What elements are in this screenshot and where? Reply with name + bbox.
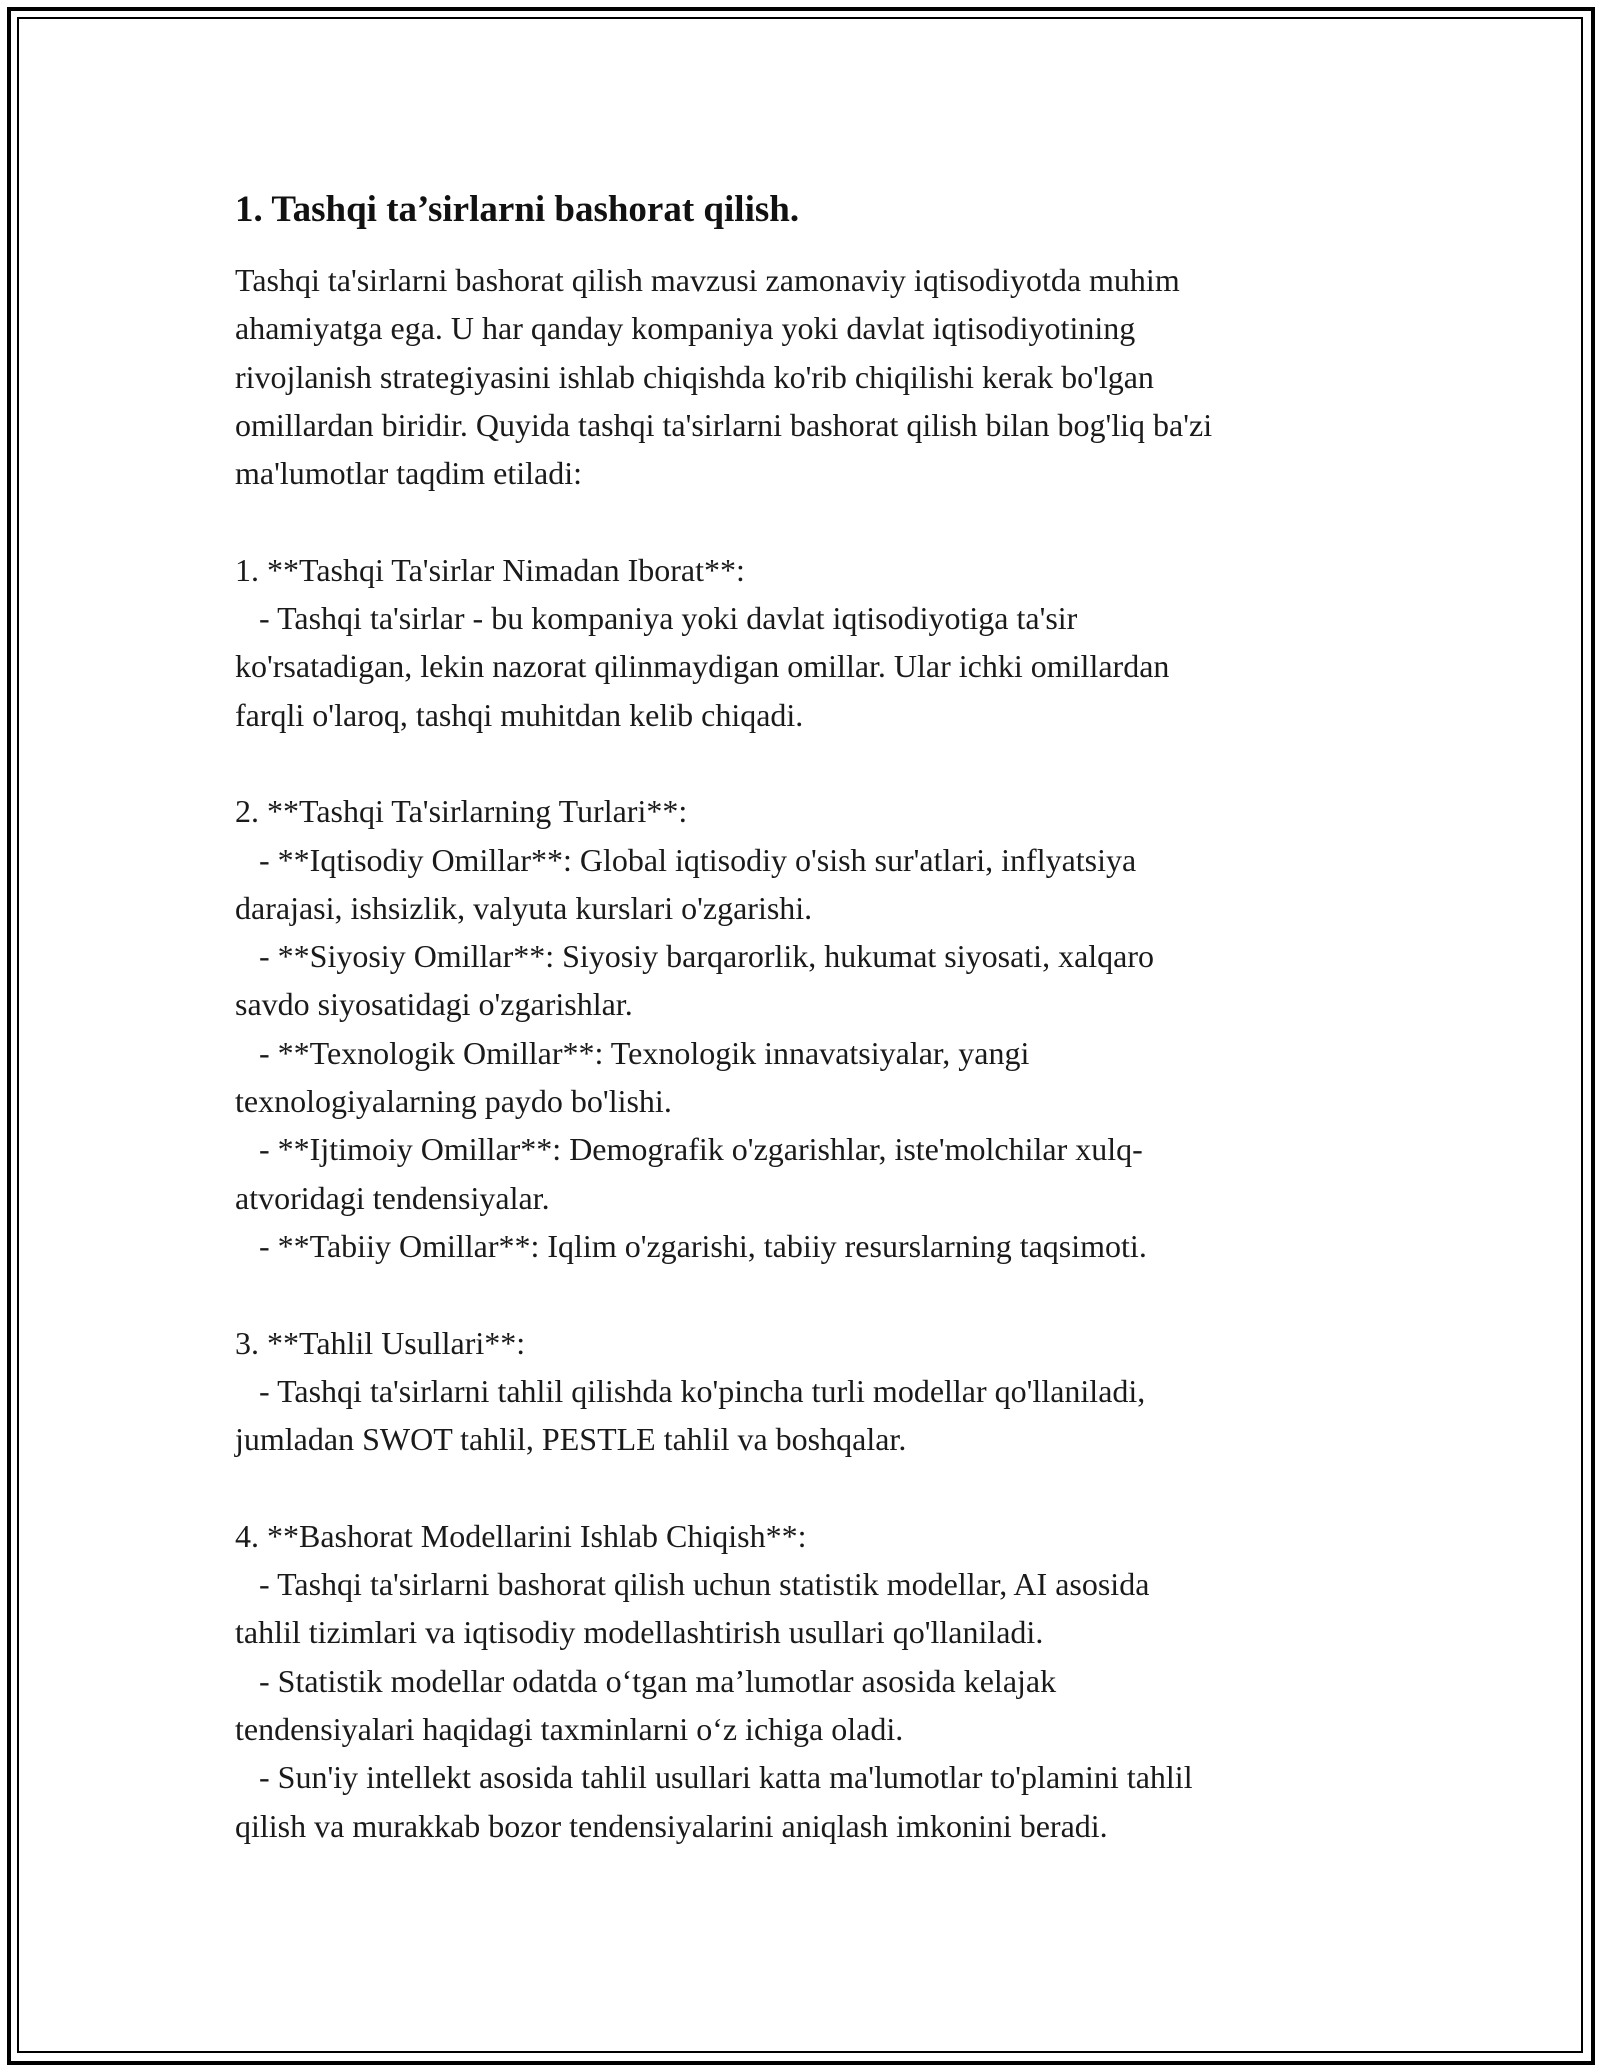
text-line: - **Iqtisodiy Omillar**: Global iqtisodiy o'sish sur'atlari, inflyatsiya — [235, 841, 1137, 878]
text-line: 4. **Bashorat Modellarini Ishlab Chiqish**: — [235, 1517, 807, 1554]
text-line: atvoridagi tendensiyalar. — [235, 1179, 550, 1216]
text-line: - Statistik modellar odatda o‘tgan ma’lumotlar asosida kelajak — [235, 1662, 1057, 1699]
document-title: 1. Tashqi ta’sirlarni bashorat qilish. — [235, 189, 800, 230]
text-line: Tashqi ta'sirlarni bashorat qilish mavzusi zamonaviy iqtisodiyotda muhim — [235, 262, 1180, 298]
blank-line — [235, 1463, 1375, 1511]
text-line: tendensiyalari haqidagi taxminlarni o‘z ichiga oladi. — [235, 1710, 904, 1747]
document-body — [235, 186, 1375, 1850]
text-line: - Tashqi ta'sirlarni bashorat qilish uchun statistik modellar, AI asosida — [235, 1566, 1150, 1603]
text-line: rivojlanish strategiyasini ishlab chiqishda ko'rib chiqilishi kerak bo'lgan — [235, 358, 1154, 395]
text-line: - Tashqi ta'sirlar - bu kompaniya yoki davlat iqtisodiyotiga ta'sir — [235, 600, 1078, 637]
text-line: ahamiyatga ega. U har qanday kompaniya yoki davlat iqtisodiyotining — [235, 310, 1136, 347]
text-line: 2. **Tashqi Ta'sirlarning Turlari**: — [235, 793, 688, 830]
text-line: ko'rsatadigan, lekin nazorat qilinmaydigan omillar. Ular ichki omillardan — [235, 648, 1170, 685]
text-line: jumladan SWOT tahlil, PESTLE tahlil va boshqalar. — [235, 1421, 907, 1458]
text-line: savdo siyosatidagi o'zgarishlar. — [235, 986, 633, 1023]
text-line: omillardan biridir. Quyida tashqi ta'sirlarni bashorat qilish bilan bog'liq ba'zi — [235, 406, 1213, 443]
text-line: - **Siyosiy Omillar**: Siyosiy barqarorlik, hukumat siyosati, xalqaro — [235, 938, 1155, 975]
text-line: - **Texnologik Omillar**: Texnologik innavatsiyalar, yangi — [235, 1034, 1030, 1071]
document-text — [235, 256, 1375, 1850]
text-line: - Sun'iy intellekt asosida tahlil usullari katta ma'lumotlar to'plamini tahlil — [235, 1759, 1193, 1796]
text-line: qilish va murakkab bozor tendensiyalarini aniqlash imkonini beradi. — [235, 1807, 1108, 1844]
blank-line — [235, 739, 1375, 787]
text-line: darajasi, ishsizlik, valyuta kurslari o'zgarishi. — [235, 889, 813, 926]
text-line: 1. **Tashqi Ta'sirlar Nimadan Iborat**: — [235, 551, 745, 588]
text-line: - **Ijtimoiy Omillar**: Demografik o'zgarishlar, iste'molchilar xulq- — [235, 1131, 1143, 1168]
text-line: texnologiyalarning paydo bo'lishi. — [235, 1083, 672, 1120]
blank-line — [235, 497, 1375, 545]
text-line: 3. **Tahlil Usullari**: — [235, 1324, 526, 1361]
text-line: - **Tabiiy Omillar**: Iqlim o'zgarishi, tabiiy resurslarning taqsimoti. — [235, 1227, 1147, 1264]
text-line: tahlil tizimlari va iqtisodiy modellashtirish usullari qo'llaniladi. — [235, 1614, 1044, 1651]
text-line: farqli o'laroq, tashqi muhitdan kelib chiqadi. — [235, 696, 804, 733]
blank-line — [235, 1270, 1375, 1318]
text-line: - Tashqi ta'sirlarni tahlil qilishda ko'pincha turli modellar qo'llaniladi, — [235, 1372, 1146, 1409]
text-line: ma'lumotlar taqdim etiladi: — [235, 455, 583, 492]
